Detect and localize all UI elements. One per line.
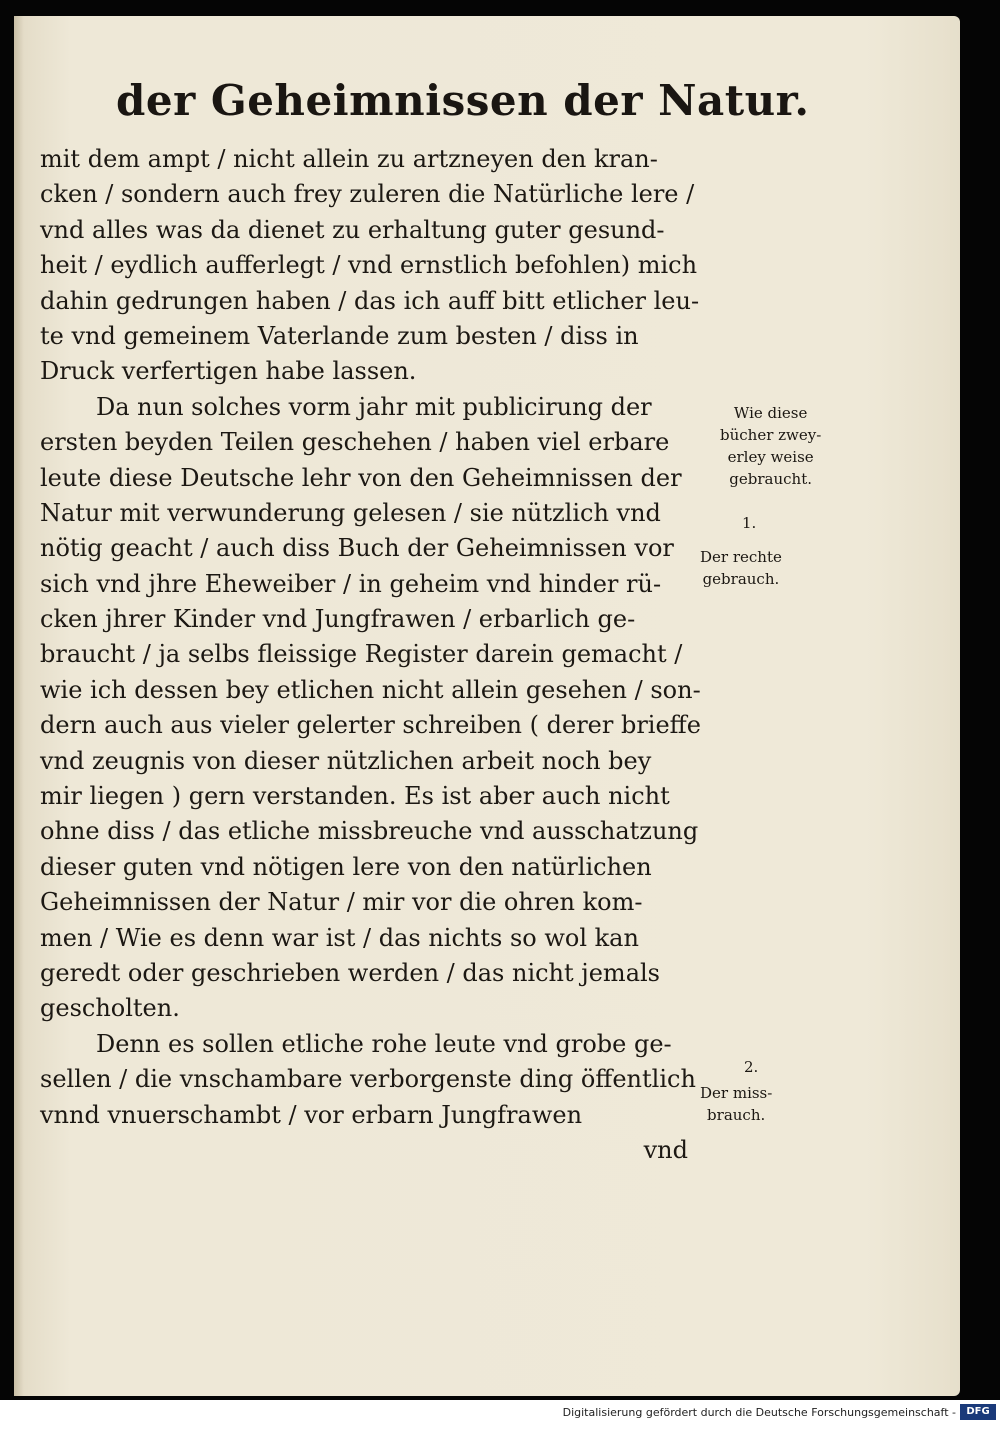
text-line: dieser guten vnd nötigen lere von den natürlichen xyxy=(40,852,652,881)
margin-note-wie-diese xyxy=(720,402,821,490)
margin-note-line: Wie diese xyxy=(733,404,808,422)
text-line: dahin gedrungen haben / das ich auff bitt etlicher leu- xyxy=(40,286,700,315)
text-line: vnnd vnuerschambt / vor erbarn Jungfrawen xyxy=(40,1100,583,1129)
text-line: ersten beyden Teilen geschehen / haben viel erbare xyxy=(40,428,670,457)
margin-note-line: gebraucht. xyxy=(729,470,813,488)
text-line: leute diese Deutsche lehr von den Geheimnissen der xyxy=(40,463,682,492)
margin-note-rechte-gebrauch xyxy=(700,546,782,590)
text-line: ohne diss / das etliche missbreuche vnd ausschatzung xyxy=(40,817,699,846)
text-line: Da nun solches vorm jahr mit publicirung der xyxy=(96,392,652,421)
margin-note-line: bücher zwey- xyxy=(720,426,822,444)
text-line: dern auch aus vieler gelerter schreiben ( derer brieffe xyxy=(40,711,701,740)
text-line: cken jhrer Kinder vnd Jungfrawen / erbarlich ge- xyxy=(40,605,636,634)
text-line: sich vnd jhre Eheweiber / in geheim vnd hinder rü- xyxy=(40,569,662,598)
text-line: nötig geacht / auch diss Buch der Geheimnissen vor xyxy=(40,534,674,563)
margin-note-line: erley weise xyxy=(727,448,814,466)
text-line: vnd alles was da dienet zu erhaltung guter gesund- xyxy=(40,215,665,244)
margin-note-number-2 xyxy=(744,1056,758,1078)
text-line: heit / eydlich aufferlegt / vnd ernstlich befohlen) mich xyxy=(40,251,698,280)
text-line: geredt oder geschrieben werden / das nicht jemals xyxy=(40,958,660,987)
dfg-logo: DFG xyxy=(960,1404,996,1420)
text-line: Geheimnissen der Natur / mir vor die ohren kom- xyxy=(40,888,643,917)
margin-note-line: gebrauch. xyxy=(702,570,780,588)
text-line: vnd xyxy=(643,1135,688,1164)
margin-note-line: 2. xyxy=(744,1058,759,1076)
text-line: mit dem ampt / nicht allein zu artzneyen den kran- xyxy=(40,145,658,173)
margin-note-line: brauch. xyxy=(707,1106,766,1124)
text-line: mir liegen ) gern verstanden. Es ist aber auch nicht xyxy=(40,782,670,811)
margin-note-number-1 xyxy=(742,512,756,534)
text-line: gescholten. xyxy=(40,994,180,1023)
text-line: braucht / ja selbs fleissige Register darein gemacht / xyxy=(40,640,683,669)
text-line: te vnd gemeinem Vaterlande zum besten / diss in xyxy=(40,321,639,350)
text-line: wie ich dessen bey etlichen nicht allein gesehen / son- xyxy=(40,675,701,704)
text-line: Natur mit verwunderung gelesen / sie nützlich vnd xyxy=(40,498,661,527)
running-head: der Geheimnissen der Natur. xyxy=(116,76,810,125)
page-gutter-shadow xyxy=(14,16,24,1396)
margin-note-line: Der rechte xyxy=(700,548,782,566)
footer-credit: Digitalisierung gefördert durch die Deutsche Forschungsgemeinschaft - xyxy=(562,1406,956,1419)
margin-note-line: 1. xyxy=(742,514,757,532)
text-line: vnd zeugnis von dieser nützlichen arbeit noch bey xyxy=(40,746,652,775)
text-line: sellen / die vnschambare verborgenste ding öffentlich xyxy=(40,1065,696,1094)
margin-note-missbrauch xyxy=(700,1082,772,1126)
text-line: men / Wie es denn war ist / das nichts so wol kan xyxy=(40,923,639,952)
text-line: cken / sondern auch frey zuleren die Natürliche lere / xyxy=(40,180,695,209)
text-line: Druck verfertigen habe lassen. xyxy=(40,357,417,386)
text-line: Denn es sollen etliche rohe leute vnd grobe ge- xyxy=(96,1029,672,1058)
body-text xyxy=(40,142,701,1168)
margin-note-line: Der miss- xyxy=(700,1084,773,1102)
